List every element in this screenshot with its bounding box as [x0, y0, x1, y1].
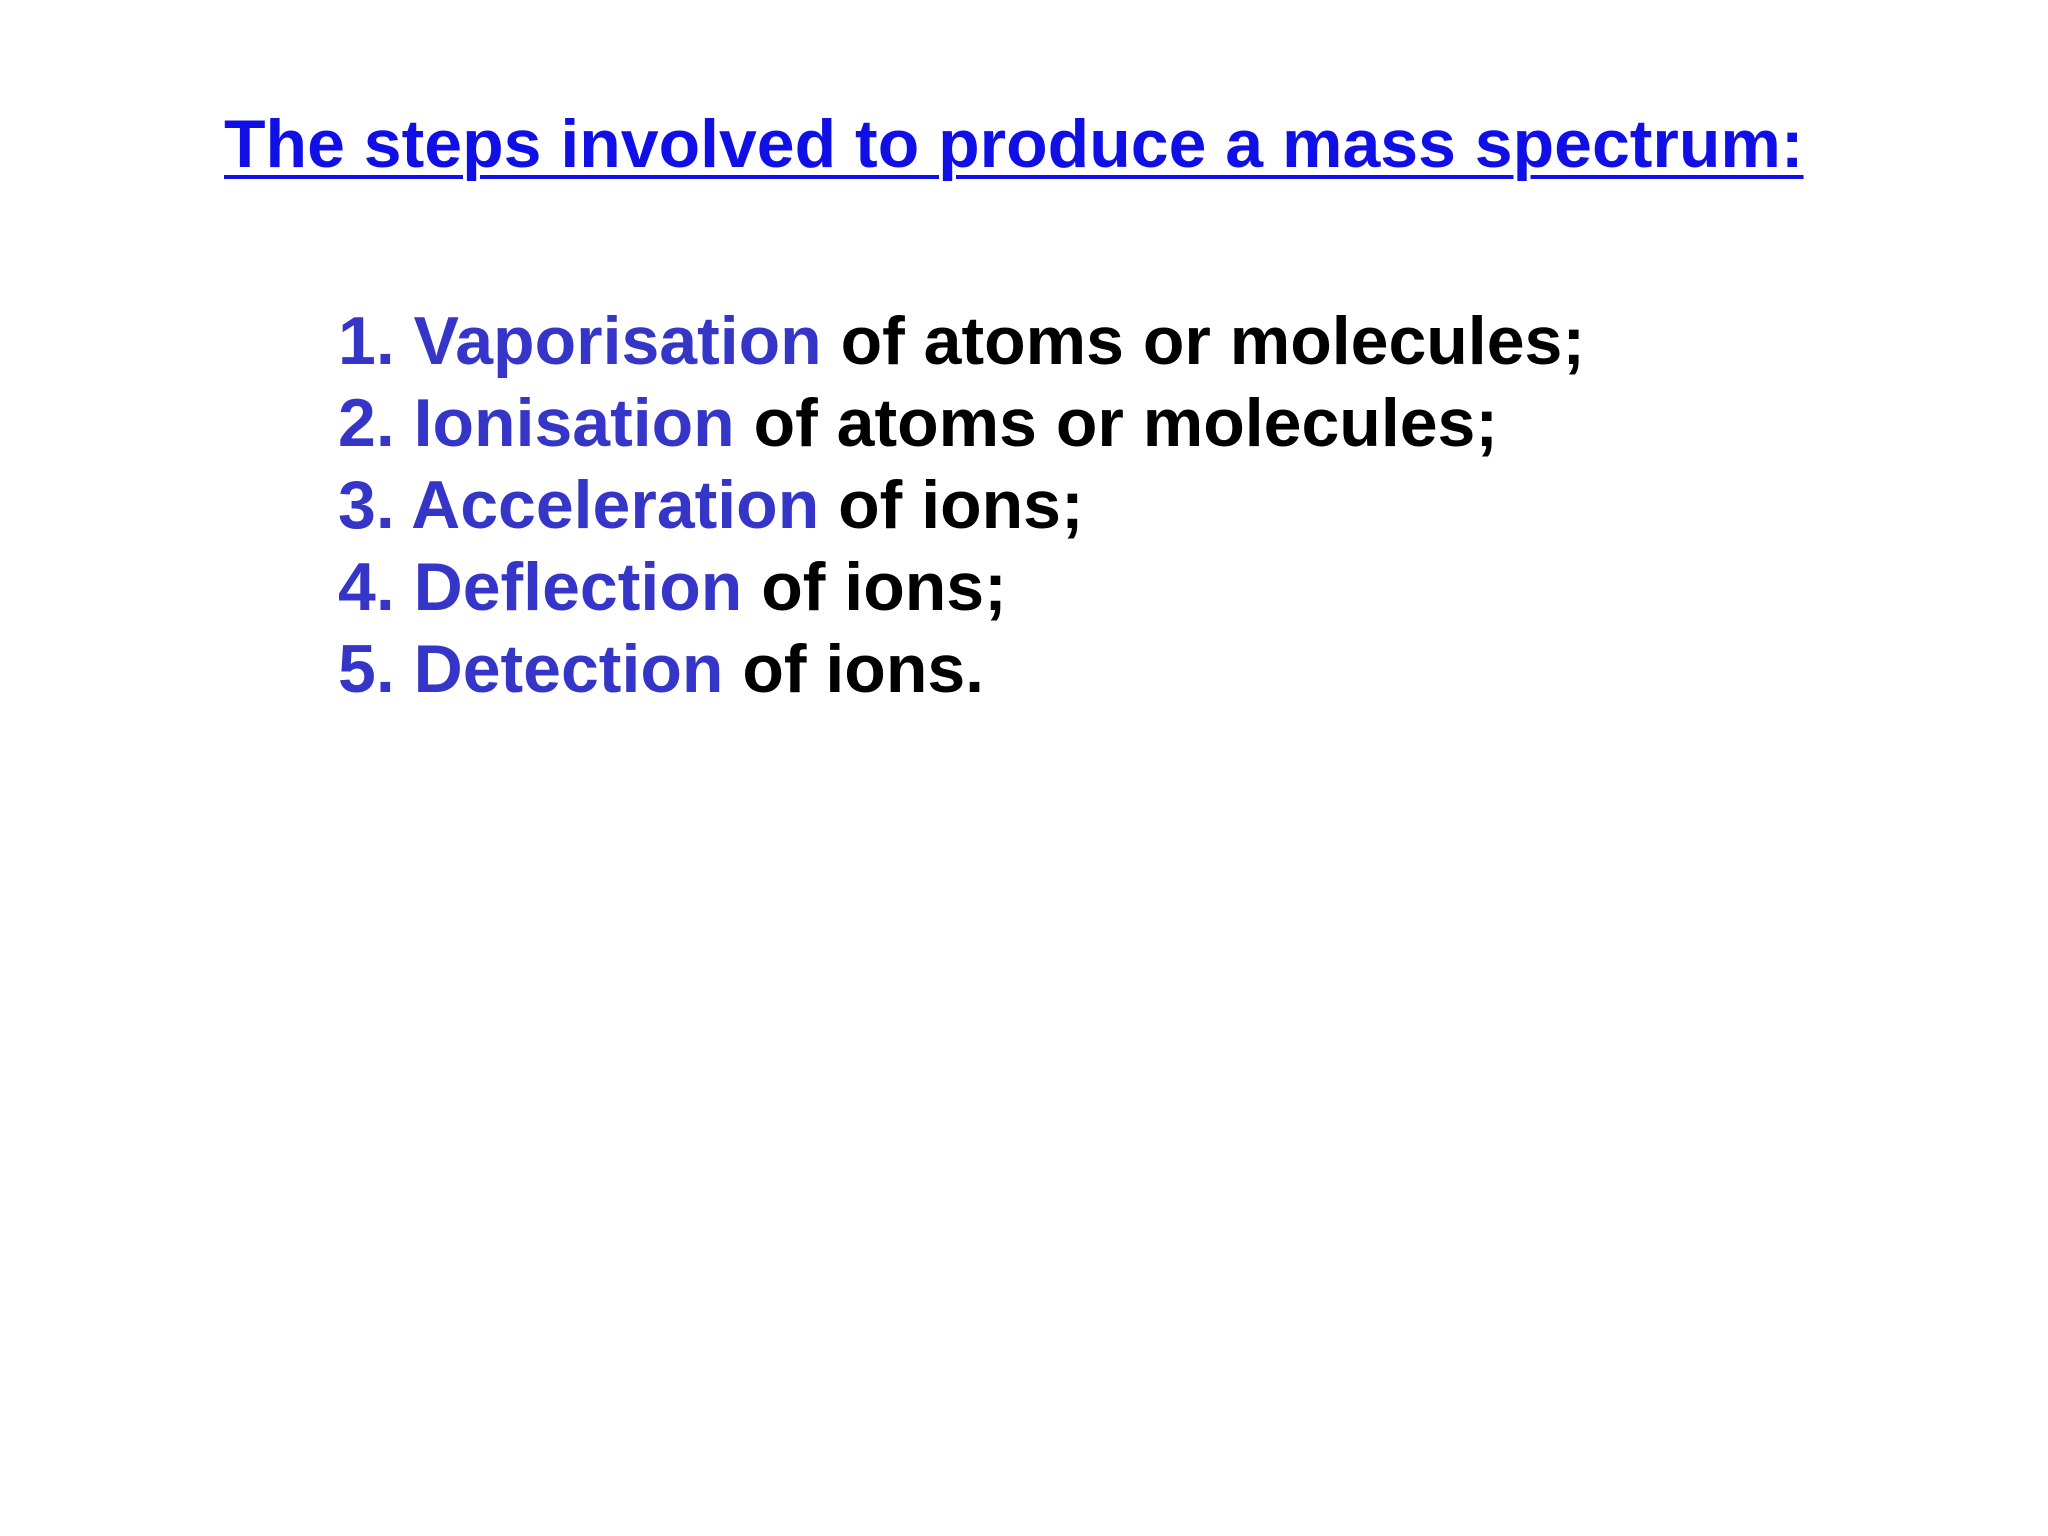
step-item	[338, 464, 1585, 546]
step-item	[338, 382, 1585, 464]
step-key: 4. Deflection	[338, 549, 743, 625]
step-item	[338, 546, 1585, 628]
step-description: of ions.	[723, 631, 985, 707]
slide-title: The steps involved to produce a mass spectrum:	[224, 106, 1804, 182]
step-item	[338, 300, 1585, 382]
step-description: of atoms or molecules;	[821, 303, 1585, 379]
step-description: of ions;	[819, 467, 1084, 543]
step-item	[338, 628, 1585, 710]
steps-list	[338, 300, 1585, 710]
step-key: 5. Detection	[338, 631, 724, 707]
step-key: 3. Acceleration	[338, 467, 820, 543]
step-description: of ions;	[742, 549, 1007, 625]
step-key: 1. Vaporisation	[338, 303, 822, 379]
step-description: of atoms or molecules;	[734, 385, 1498, 461]
step-key: 2. Ionisation	[338, 385, 735, 461]
